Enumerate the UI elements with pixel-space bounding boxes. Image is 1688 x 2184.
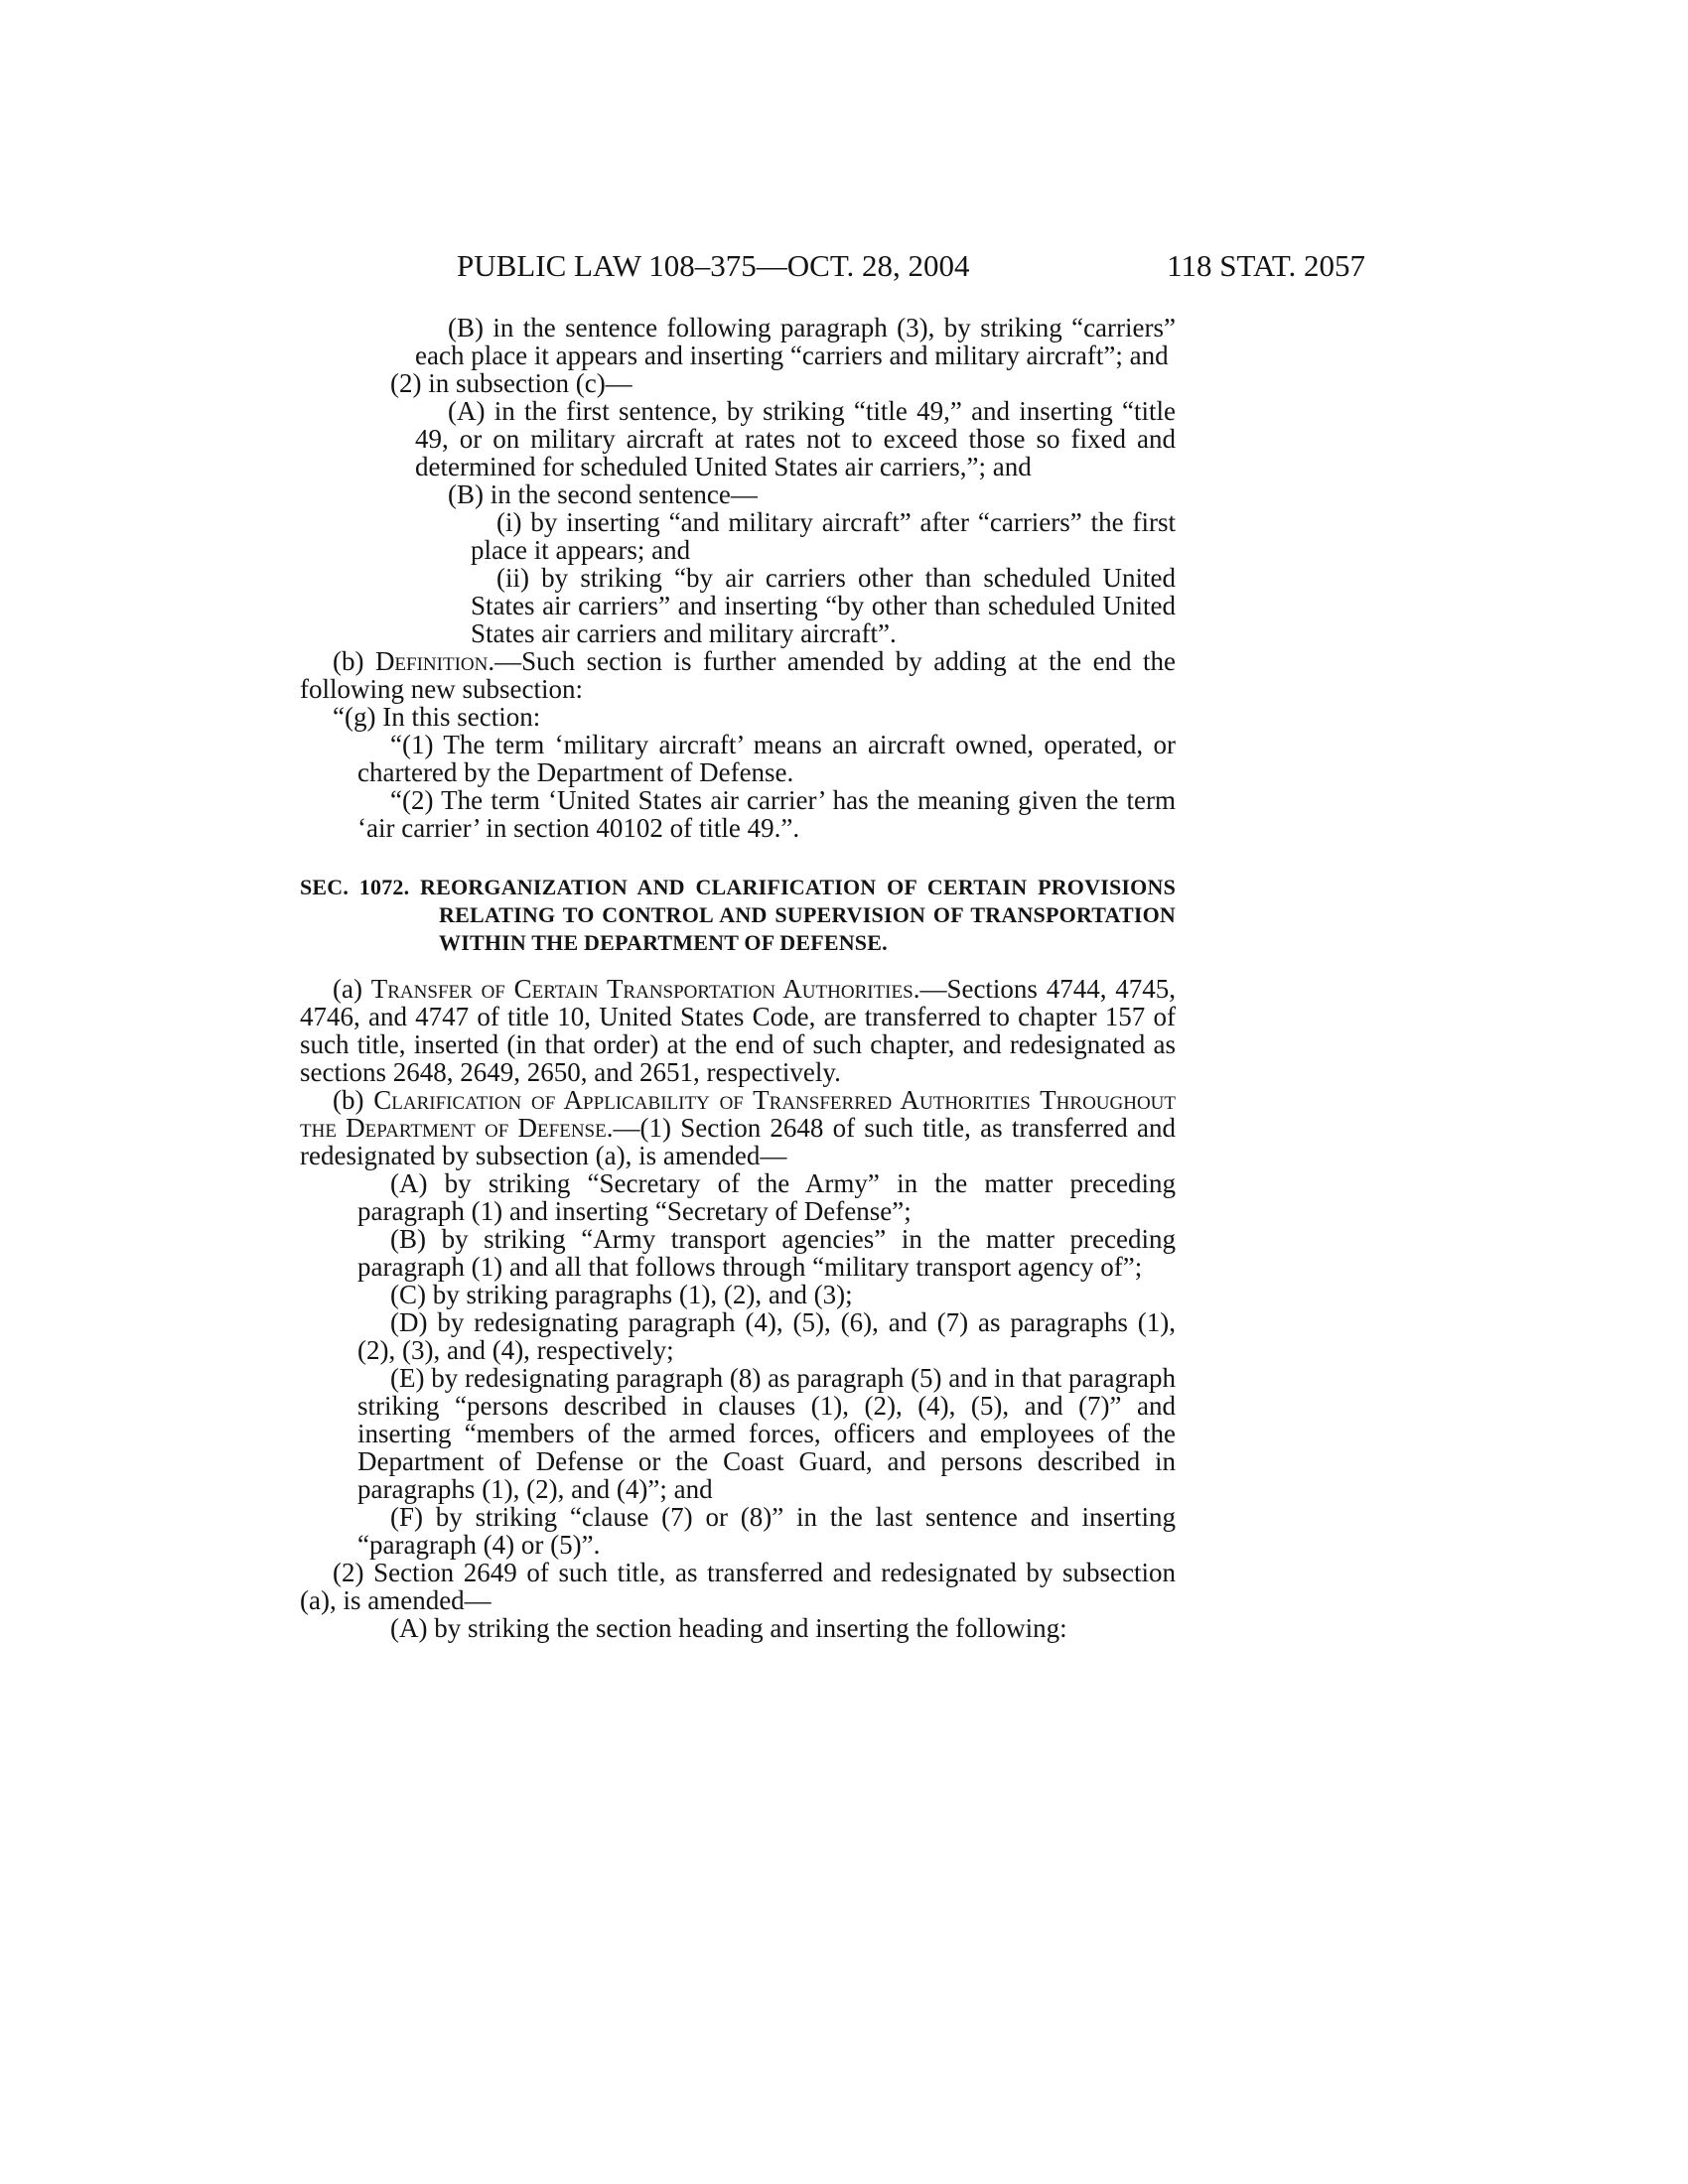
- amendment-e: (E) by redesignating paragraph (8) as paragraph (5) and in that paragraph striking “persons described in clauses (1), (2), (4), (5), and (7)” and inserting “members of the armed forces, officers and employees of the Department of Defense or the Coast Guard, and persons described in paragraphs (1), (2), and (4)”; and: [357, 1363, 1176, 1504]
- clarification-heading: Clarification of Applicability of Transferred Authorities Throughout the Department of Defense: [300, 1085, 1176, 1143]
- new-subsection-g: “(g) In this section:: [333, 702, 541, 732]
- subsection-a-label: (a): [333, 974, 371, 1004]
- amendment-c: (C) by striking paragraphs (1), (2), and (3);: [390, 1280, 853, 1309]
- section-1072-heading: SEC. 1072. REORGANIZATION AND CLARIFICATION OF CERTAIN PROVISIONS RELATING TO CONTROL AND SUPERVISION OF TRANSPORTATION WITHIN THE DEPARTMENT OF DEFENSE.: [300, 875, 1176, 955]
- item-ii: (ii) by striking “by air carriers other than scheduled United States air carriers” and inserting “by other than scheduled United States air carriers and military aircraft”.: [471, 563, 1176, 648]
- running-header: [457, 246, 1365, 286]
- header-public-law: PUBLIC LAW 108–375—OCT. 28, 2004: [457, 248, 970, 283]
- amendment-f: (F) by striking “clause (7) or (8)” in the last sentence and inserting “paragraph (4) or (5)”.: [357, 1502, 1176, 1560]
- paragraph-2: (2) in subsection (c)—: [390, 368, 633, 398]
- definition-us-air-carrier: “(2) The term ‘United States air carrier’ has the meaning given the term ‘air carrier’ in section 40102 of title 49.”.: [357, 785, 1176, 843]
- clause-b-sentence: (B) in the sentence following paragraph (3), by striking “carriers” each place it appears and inserting “carriers and military aircraft”; and: [415, 313, 1176, 370]
- subsection-a-transfer: [300, 975, 1176, 1086]
- subsection-b-clarification: [300, 1086, 1176, 1169]
- subsection-b-label: (b): [333, 646, 375, 676]
- subsection-b2-label: (b): [333, 1085, 374, 1115]
- subsection-b-definition: [300, 647, 1176, 703]
- transfer-heading: Transfer of Certain Transportation Authorities: [370, 974, 914, 1004]
- amendment-a: (A) by striking “Secretary of the Army” in the matter preceding paragraph (1) and inserting “Secretary of Defense”;: [357, 1168, 1176, 1226]
- amendment-b: (B) by striking “Army transport agencies” in the matter preceding paragraph (1) and all that follows through “military transport agency of”;: [357, 1224, 1176, 1282]
- definition-heading: Definition: [374, 646, 489, 676]
- paragraph-2-section-2649: (2) Section 2649 of such title, as transferred and redesignated by subsection (a), is amended—: [300, 1558, 1176, 1615]
- transfer-text: .—Sections 4744, 4745, 4746, and 4747 of title 10, United States Code, are transferred to chapter 157 of such title, inserted (in that order) at the end of such chapter, and redesignated as sections 2648, 2649, 2650, and 2651, respectively.: [300, 974, 1177, 1087]
- item-i: (i) by inserting “and military aircraft” after “carriers” the first place it appears; and: [471, 507, 1176, 565]
- definition-text: .—Such section is further amended by adding at the end the following new subsection:: [300, 646, 1176, 704]
- clause-b-second-sentence: (B) in the second sentence—: [448, 479, 758, 509]
- clarification-text: .—(1) Section 2648 of such title, as transferred and redesignated by subsection (a), is amended—: [300, 1113, 1176, 1170]
- amendment-2649-a: (A) by striking the section heading and inserting the following:: [390, 1613, 1067, 1643]
- amendment-d: (D) by redesignating paragraph (4), (5), (6), and (7) as paragraphs (1), (2), (3), and (4), respectively;: [357, 1307, 1176, 1365]
- document-body: [300, 314, 1176, 1642]
- definition-military-aircraft: “(1) The term ‘military aircraft’ means an aircraft owned, operated, or chartered by the Department of Defense.: [357, 730, 1176, 787]
- clause-a-first-sentence: (A) in the first sentence, by striking “title 49,” and inserting “title 49, or on military aircraft at rates not to exceed those so fixed and determined for scheduled United States air carriers,”; and: [415, 396, 1176, 481]
- header-stat-page: 118 STAT. 2057: [1167, 248, 1365, 283]
